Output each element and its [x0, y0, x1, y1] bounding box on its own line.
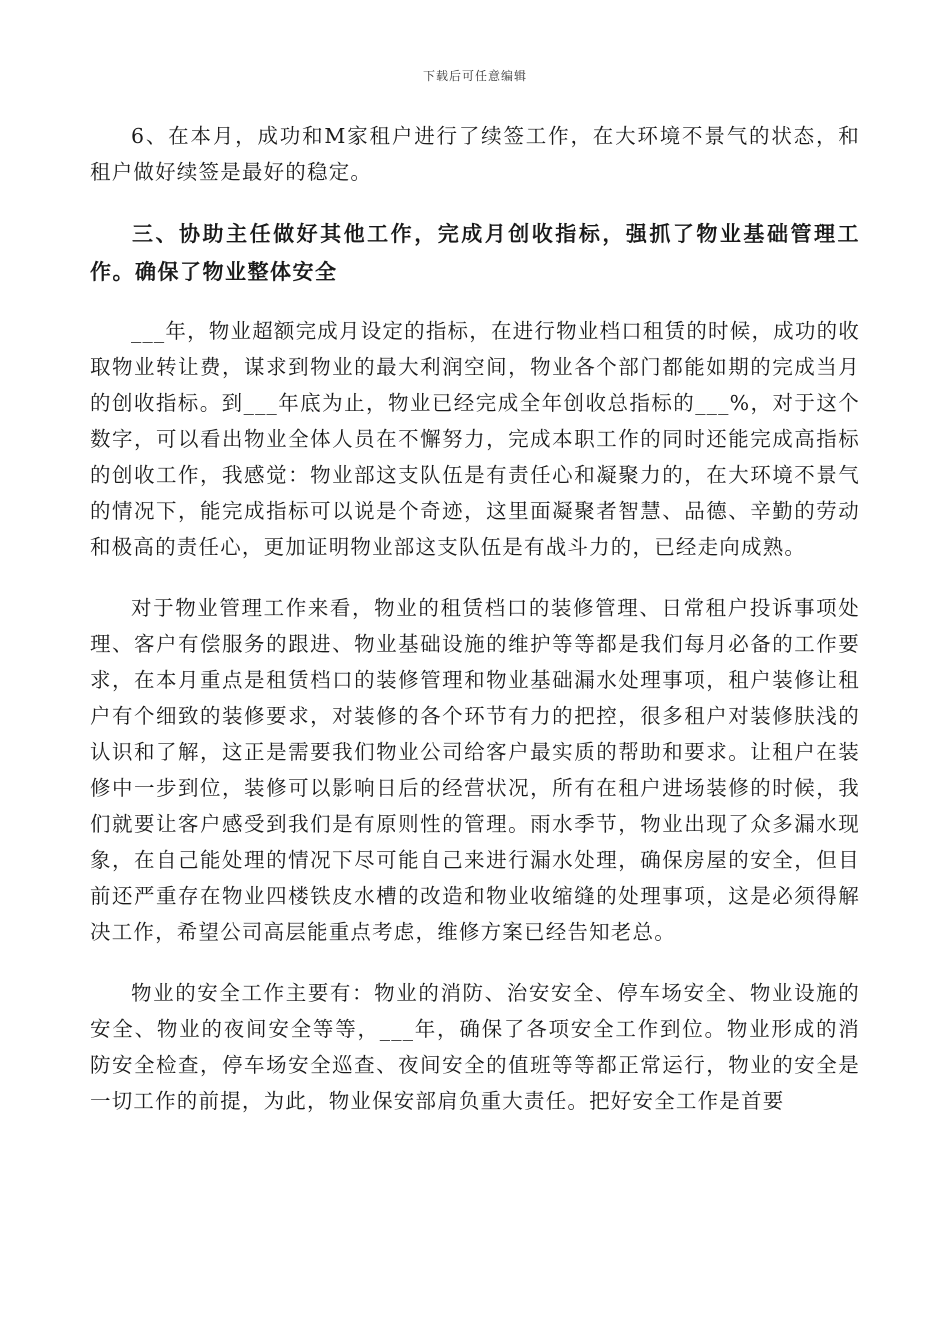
document-body: [90, 118, 860, 1144]
paragraph-safety: 物业的安全工作主要有：物业的消防、治安安全、停车场安全、物业设施的安全、物业的夜间安全等等，___年，确保了各项安全工作到位。物业形成的消防安全检查，停车场安全巡查、夜间安全的值班等等都正常运行，物业的安全是一切工作的前提，为此，物业保安部肩负重大责任。把好安全工作是首要: [90, 981, 860, 1113]
section-heading: 三、协助主任做好其他工作，完成月创收指标，强抓了物业基础管理工作。确保了物业整体安全: [90, 221, 860, 284]
header-note: 下载后可任意编辑: [422, 69, 527, 83]
paragraph-management: 对于物业管理工作来看，物业的租赁档口的装修管理、日常租户投诉事项处理、客户有偿服务的跟进、物业基础设施的维护等等都是我们每月必备的工作要求，在本月重点是租赁档口的装修管理和物业基础漏水处理事项，租户装修让租户有个细致的装修要求，对装修的各个环节有力的把控，很多租户对装修肤浅的认识和了解，这正是需要我们物业公司给客户最实质的帮助和要求。让租户在装修中一步到位，装修可以影响日后的经营状况，所有在租户进场装修的时候，我们就要让客户感受到我们是有原则性的管理。雨水季节，物业出现了众多漏水现象，在自己能处理的情况下尽可能自己来进行漏水处理，确保房屋的安全，但目前还严重存在物业四楼铁皮水槽的改造和物业收缩缝的处理事项，这是必须得解决工作，希望公司高层能重点考虑，维修方案已经告知老总。: [90, 596, 860, 944]
paragraph-revenue: ___年，物业超额完成月设定的指标，在进行物业档口租赁的时候，成功的收取物业转让费，谋求到物业的最大利润空间，物业各个部门都能如期的完成当月的创收指标。到___年底为止，物业已经完成全年创收总指标的___%，对于这个数字，可以看出物业全体人员在不懈努力，完成本职工作的同时还能完成高指标的创收工作，我感觉：物业部这支队伍是有责任心和凝聚力的，在大环境不景气的情况下，能完成指标可以说是个奇迹，这里面凝聚者智慧、品德、辛勤的劳动和极高的责任心，更加证明物业部这支队伍是有战斗力的，已经走向成熟。: [90, 319, 860, 559]
paragraph-renewal: 6、在本月，成功和M家租户进行了续签工作，在大环境不景气的状态，和租户做好续签是最好的稳定。: [90, 124, 860, 184]
